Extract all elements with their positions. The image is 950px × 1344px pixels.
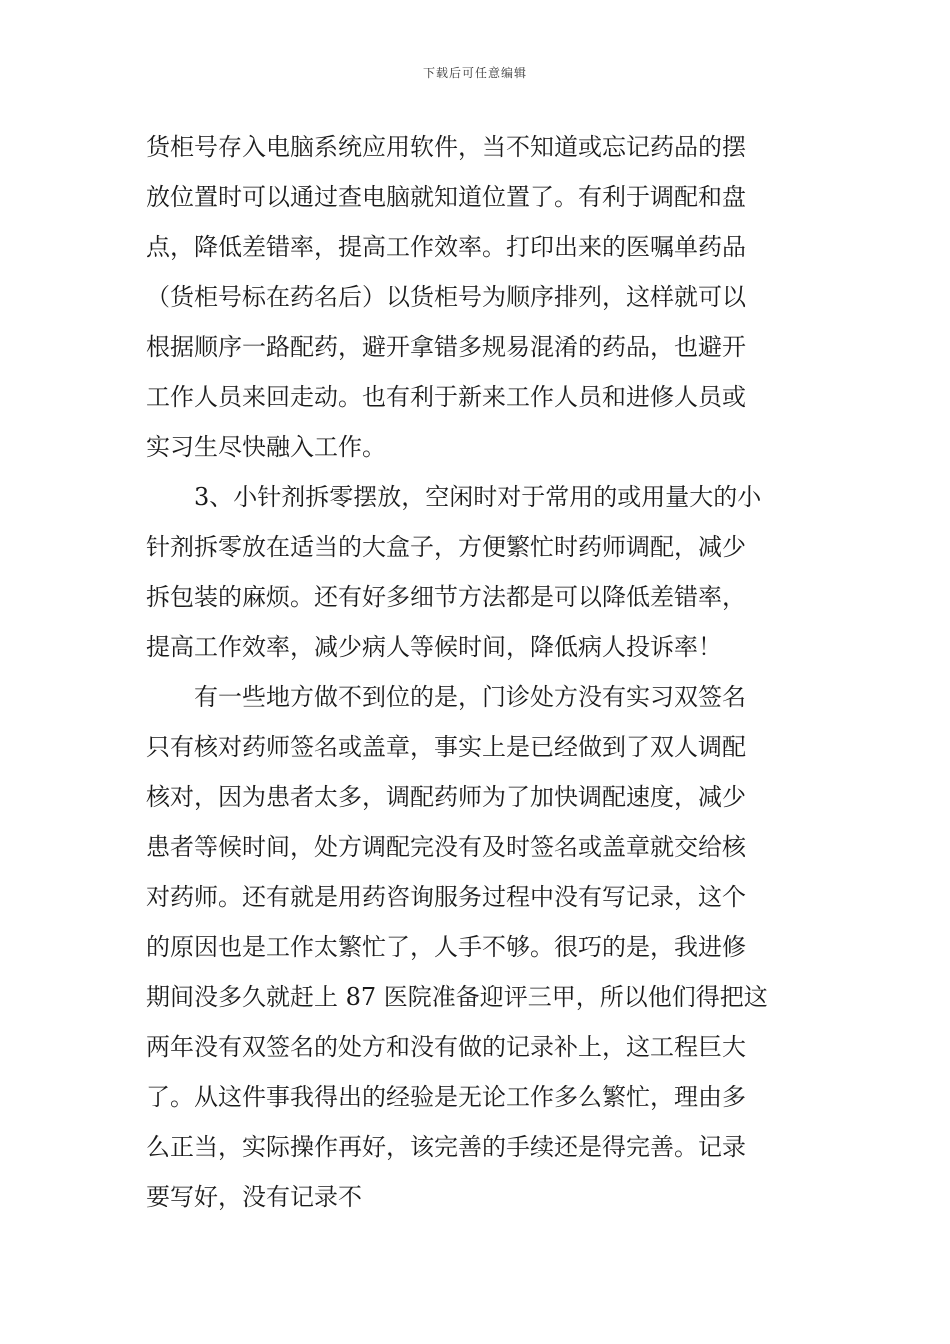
text-line: 货柜号存入电脑系统应用软件，当不知道或忘记药品的摆 <box>146 133 746 161</box>
paragraph-start-line: 3、小针剂拆零摆放，空闲时对于常用的或用量大的小 <box>194 483 762 511</box>
text-line: 只有核对药师签名或盖章，事实上是已经做到了双人调配 <box>146 733 746 761</box>
text-line: 两年没有双签名的处方和没有做的记录补上，这工程巨大 <box>146 1033 746 1061</box>
text-line: 实习生尽快融入工作。 <box>146 433 386 461</box>
text-line: 针剂拆零放在适当的大盒子，方便繁忙时药师调配，减少 <box>146 533 746 561</box>
text-line: 核对，因为患者太多，调配药师为了加快调配速度，减少 <box>146 783 746 811</box>
text-line: 拆包装的麻烦。还有好多细节方法都是可以降低差错率， <box>146 583 746 611</box>
text-line: 么正当，实际操作再好，该完善的手续还是得完善。记录 <box>146 1133 746 1161</box>
text-line: 期间没多久就赶上 87 医院准备迎评三甲，所以他们得把这 <box>146 983 768 1011</box>
text-line: 要写好，没有记录不 <box>146 1183 362 1211</box>
text-line: （货柜号标在药名后）以货柜号为顺序排列，这样就可以 <box>146 283 746 311</box>
text-line: 放位置时可以通过查电脑就知道位置了。有利于调配和盘 <box>146 183 746 211</box>
page-header: 下载后可任意编辑 <box>422 66 527 80</box>
text-line: 的原因也是工作太繁忙了，人手不够。很巧的是，我进修 <box>146 933 746 961</box>
text-line: 点，降低差错率，提高工作效率。打印出来的医嘱单药品 <box>146 233 746 261</box>
text-line: 根据顺序一路配药，避开拿错多规易混淆的药品，也避开 <box>146 333 746 361</box>
text-line: 对药师。还有就是用药咨询服务过程中没有写记录，这个 <box>146 883 746 911</box>
text-line: 患者等候时间，处方调配完没有及时签名或盖章就交给核 <box>146 833 746 861</box>
text-line: 工作人员来回走动。也有利于新来工作人员和进修人员或 <box>146 383 746 411</box>
text-line: 了。从这件事我得出的经验是无论工作多么繁忙，理由多 <box>146 1083 746 1111</box>
text-line: 提高工作效率，减少病人等候时间，降低病人投诉率！ <box>146 633 722 661</box>
paragraph-start-line: 有一些地方做不到位的是，门诊处方没有实习双签名 <box>194 683 746 711</box>
